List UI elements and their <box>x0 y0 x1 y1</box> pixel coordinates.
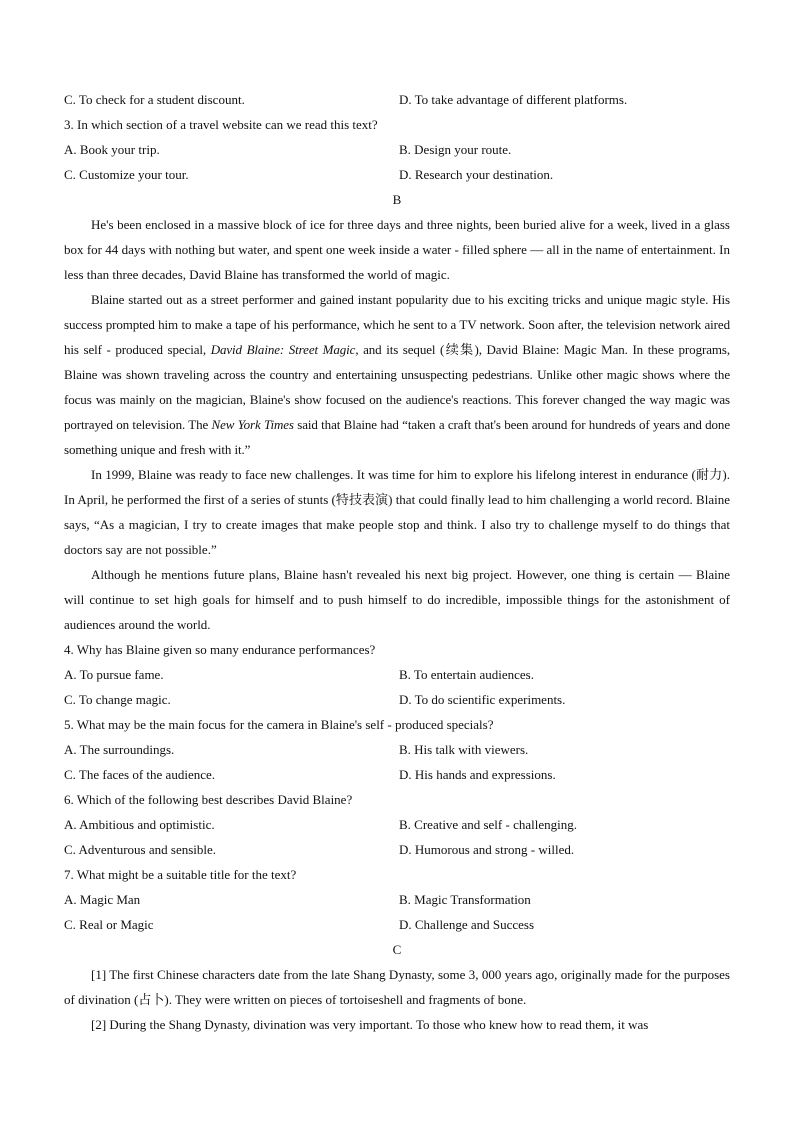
passage-b-p2-part2: , and its sequel (续集), David Blaine: Magic Man. In these programs, Blaine was shown traveling across the country and entertaining unsuspecting pedestrians. Unlike other magic shows where the focus was mainly on the magician, Blaine's show focused on the audience's reactions. This forever changed the way magic was portrayed on television. The <box>64 342 730 432</box>
passage-b-p2-part3: said that Blaine had “taken a craft that's been around for hundreds of years and done something unique and fresh with it.” <box>64 417 731 457</box>
q2-option-d: D. To take advantage of different platforms. <box>399 92 628 107</box>
q4-option-d: D. To do scientific experiments. <box>399 692 566 707</box>
q4-option-b: B. To entertain audiences. <box>399 667 534 682</box>
q7-option-a: A. Magic Man <box>64 892 141 907</box>
q5-question: 5. What may be the main focus for the camera in Blaine's self - produced specials? <box>64 717 494 732</box>
q2-option-c: C. To check for a student discount. <box>64 92 245 107</box>
q7-option-d: D. Challenge and Success <box>399 917 535 932</box>
q3-option-a: A. Book your trip. <box>64 142 160 157</box>
show-title-italic: David Blaine: Street Magic <box>210 342 356 357</box>
q5-option-c: C. The faces of the audience. <box>64 767 215 782</box>
q6-option-d: D. Humorous and strong - willed. <box>399 842 575 857</box>
passage-b-paragraph-2 <box>64 287 730 462</box>
q2-options-cd <box>64 87 730 112</box>
q7-options-ab <box>64 887 730 912</box>
q4-question: 4. Why has Blaine given so many endurance performances? <box>64 642 376 657</box>
page-content <box>64 87 730 1037</box>
q3-option-d: D. Research your destination. <box>399 167 554 182</box>
q6-option-c: C. Adventurous and sensible. <box>64 842 217 857</box>
q3-options-cd <box>64 162 730 187</box>
q5-options-cd <box>64 762 730 787</box>
passage-b-paragraph-3: In 1999, Blaine was ready to face new challenges. It was time for him to explore his lifelong interest in endurance (耐力). In April, he performed the first of a series of stunts (特技表演) that could finally lead to him challenging a world record. Blaine says, “As a magician, I try to create images that make people stop and think. I also try to challenge myself to do things that doctors say are not possible.” <box>64 467 730 557</box>
q5-option-b: B. His talk with viewers. <box>399 742 529 757</box>
q4-option-c: C. To change magic. <box>64 692 171 707</box>
section-b-label: B <box>392 192 402 207</box>
passage-b-paragraph-4: Although he mentions future plans, Blaine hasn't revealed his next big project. However, one thing is certain — Blaine will continue to set high goals for himself and to push himself to do incredible, impossible things for the astonishment of audiences around the world. <box>64 567 730 632</box>
q5-option-a: A. The surroundings. <box>64 742 175 757</box>
passage-c-paragraph-2: [2] During the Shang Dynasty, divination was very important. To those who knew how to read them, it was <box>91 1017 649 1032</box>
q3-option-b: B. Design your route. <box>399 142 512 157</box>
passage-b-paragraph-1: He's been enclosed in a massive block of ice for three days and three nights, been buried alive for a week, lived in a glass box for 44 days with nothing but water, and spent one week inside a water - filled sphere — all in the name of entertainment. In less than three decades, David Blaine has transformed the world of magic. <box>64 217 730 282</box>
q3-options-ab <box>64 137 730 162</box>
q7-options-cd <box>64 912 730 937</box>
q7-option-c: C. Real or Magic <box>64 917 154 932</box>
newspaper-title-italic: New York Times <box>211 417 294 432</box>
q3-option-c: C. Customize your tour. <box>64 167 189 182</box>
q7-question: 7. What might be a suitable title for the text? <box>64 867 297 882</box>
q6-options-ab <box>64 812 730 837</box>
q3-question: 3. In which section of a travel website can we read this text? <box>64 117 378 132</box>
passage-b-p2-part1: Blaine started out as a street performer and gained instant popularity due to his exciting tricks and unique magic style. His success prompted him to make a tape of his performance, which he sent to a TV network. Soon after, the television network aired his self - produced special, <box>64 292 730 357</box>
q4-options-cd <box>64 687 730 712</box>
q5-option-d: D. His hands and expressions. <box>399 767 556 782</box>
q4-option-a: A. To pursue fame. <box>64 667 164 682</box>
q6-options-cd <box>64 837 730 862</box>
q6-option-b: B. Creative and self - challenging. <box>399 817 577 832</box>
section-c-label: C <box>392 942 402 957</box>
passage-c-paragraph-1: [1] The first Chinese characters date from the late Shang Dynasty, some 3, 000 years ago, originally made for the purposes of divination (占卜). They were written on pieces of tortoiseshell and fragments of bone. <box>64 967 730 1007</box>
q6-option-a: A. Ambitious and optimistic. <box>64 817 215 832</box>
q5-options-ab <box>64 737 730 762</box>
q6-question: 6. Which of the following best describes David Blaine? <box>64 792 353 807</box>
q7-option-b: B. Magic Transformation <box>399 892 531 907</box>
q4-options-ab <box>64 662 730 687</box>
